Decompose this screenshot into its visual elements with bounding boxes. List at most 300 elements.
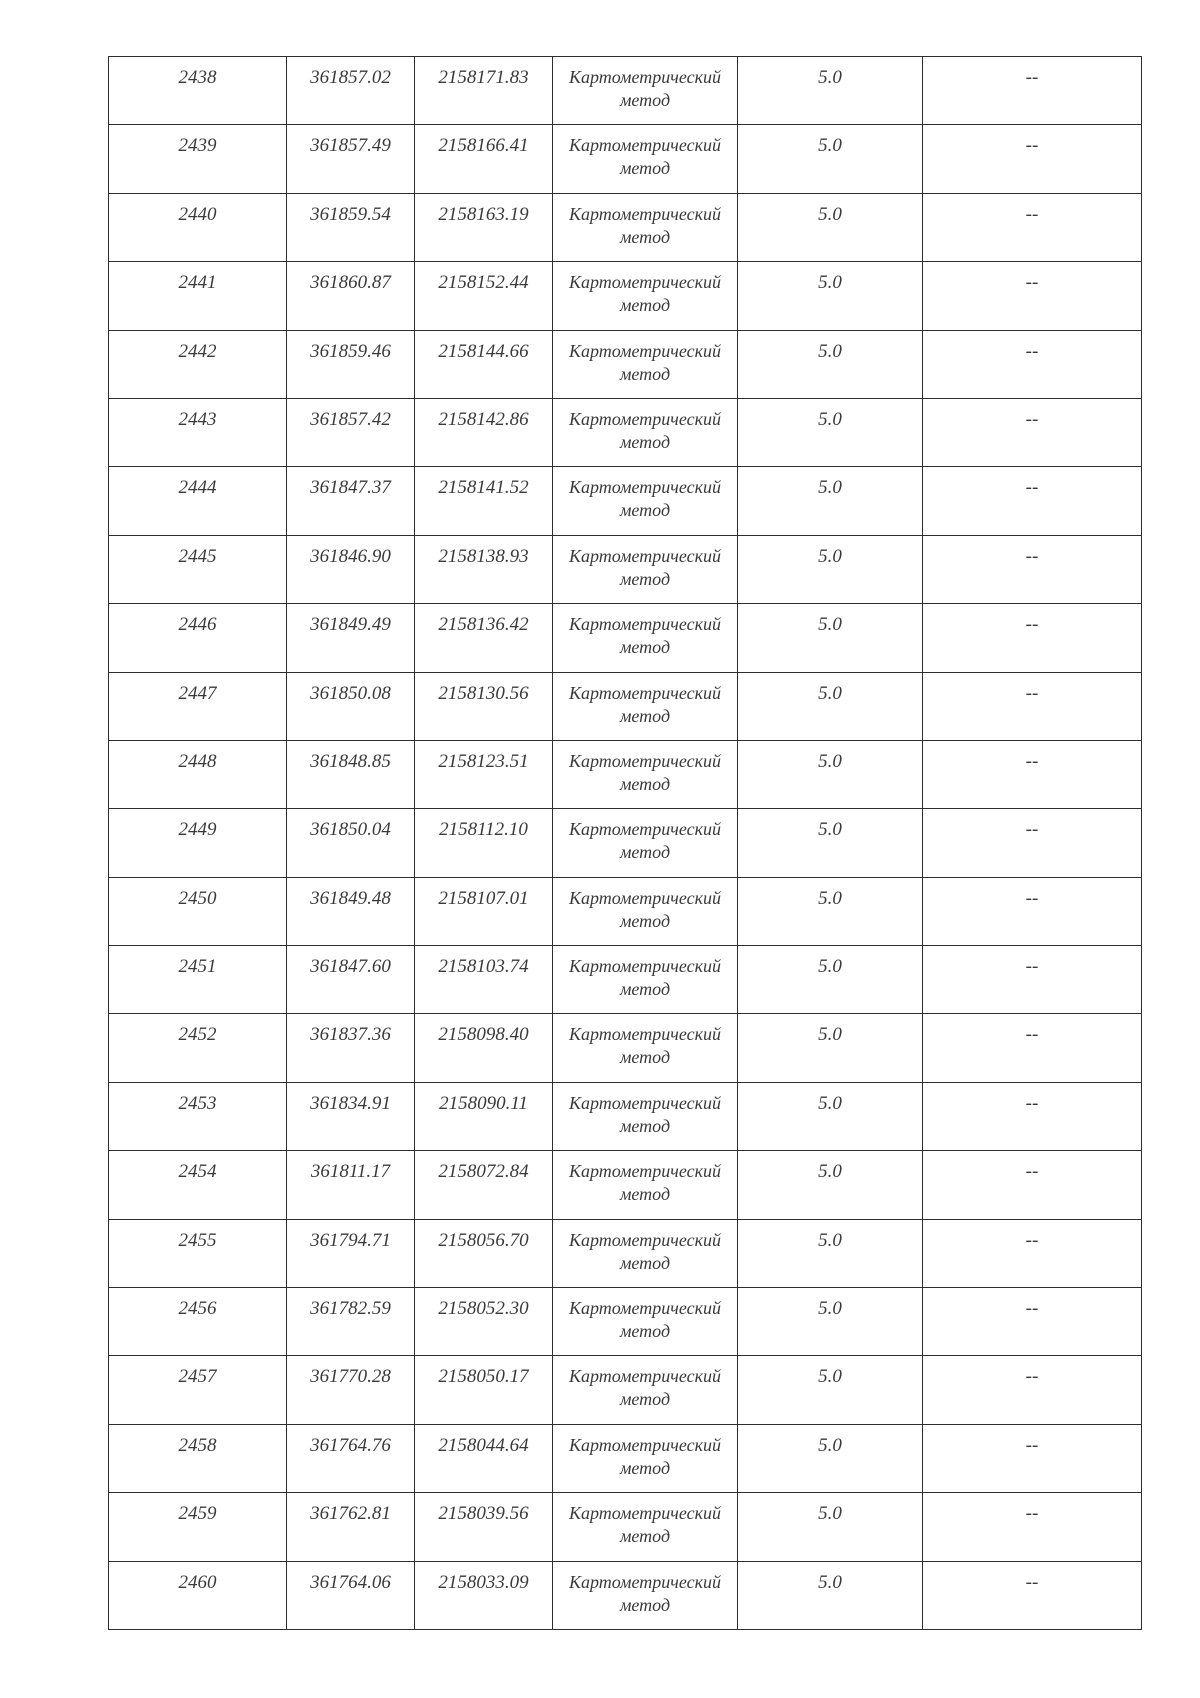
coordinate-y-cell	[415, 1014, 553, 1082]
coordinate-y-cell-text: 2158136.42	[438, 614, 529, 636]
coordinate-x-cell-text: 361837.36	[310, 1024, 391, 1046]
point-number-cell-text: 2447	[178, 682, 217, 704]
coordinate-x-cell	[287, 1219, 415, 1287]
coordinate-y-cell-text: 2158090.11	[439, 1092, 528, 1114]
coordinate-y-cell-text: 2158044.64	[438, 1434, 529, 1456]
method-cell	[553, 946, 738, 1014]
coordinate-x-cell-text: 361859.46	[310, 340, 391, 362]
coordinate-x-cell	[287, 125, 415, 193]
method-line-2: метод	[619, 431, 671, 452]
coordinate-x-cell	[287, 1493, 415, 1561]
method-line-2: метод	[619, 910, 671, 931]
description-cell-text: --	[1025, 1366, 1039, 1388]
accuracy-cell	[738, 1561, 923, 1629]
coordinate-x-cell	[287, 946, 415, 1014]
coordinate-x-cell-text: 361849.49	[310, 614, 391, 636]
accuracy-cell-text: 5.0	[818, 1366, 842, 1388]
accuracy-cell-text: 5.0	[818, 1298, 842, 1320]
point-number-cell-text: 2454	[178, 1161, 217, 1183]
coordinate-x-cell-text: 361850.04	[310, 819, 391, 841]
point-number-cell	[109, 1151, 287, 1219]
point-number-cell-text: 2460	[178, 1571, 217, 1593]
method-line-2: метод	[619, 1184, 671, 1205]
method-cell-text	[553, 399, 737, 454]
coordinates-table	[108, 56, 1142, 1630]
method-line-2: метод	[619, 979, 671, 1000]
method-line-2: метод	[619, 500, 671, 521]
method-line-1: Картометрический	[568, 1024, 721, 1045]
description-cell	[923, 740, 1142, 808]
accuracy-cell	[738, 330, 923, 398]
coordinate-x-cell-text: 361770.28	[310, 1366, 391, 1388]
point-number-cell-text: 2438	[178, 67, 217, 88]
method-line-1: Картометрический	[568, 1503, 721, 1524]
coordinate-x-cell	[287, 467, 415, 535]
method-line-2: метод	[619, 842, 671, 863]
accuracy-cell	[738, 262, 923, 330]
method-cell	[553, 809, 738, 877]
table-row	[109, 1219, 1142, 1287]
method-cell	[553, 398, 738, 466]
method-line-1: Картометрический	[568, 1366, 721, 1387]
method-cell	[553, 877, 738, 945]
accuracy-cell-text: 5.0	[818, 1503, 842, 1525]
description-cell	[923, 1288, 1142, 1356]
table-row	[109, 946, 1142, 1014]
coordinate-x-cell-text: 361794.71	[310, 1229, 391, 1251]
method-cell-text	[553, 467, 737, 522]
description-cell-text: --	[1025, 203, 1039, 225]
accuracy-cell	[738, 398, 923, 466]
coordinate-y-cell	[415, 1082, 553, 1150]
coordinate-x-cell	[287, 1288, 415, 1356]
point-number-cell	[109, 946, 287, 1014]
method-cell	[553, 57, 738, 125]
method-cell	[553, 740, 738, 808]
description-cell	[923, 1219, 1142, 1287]
method-line-1: Картометрический	[568, 750, 721, 771]
accuracy-cell	[738, 1493, 923, 1561]
coordinate-y-cell-text: 2158098.40	[438, 1024, 529, 1046]
coordinate-y-cell-text: 2158050.17	[438, 1366, 529, 1388]
accuracy-cell	[738, 467, 923, 535]
table-row	[109, 193, 1142, 261]
coordinate-x-cell	[287, 535, 415, 603]
method-cell	[553, 1424, 738, 1492]
description-cell-text: --	[1025, 340, 1039, 362]
point-number-cell	[109, 809, 287, 877]
coordinate-y-cell-text: 2158163.19	[438, 203, 529, 225]
coordinate-x-cell-text: 361860.87	[310, 272, 391, 294]
accuracy-cell-text: 5.0	[818, 203, 842, 225]
coordinate-y-cell	[415, 1288, 553, 1356]
table-row	[109, 809, 1142, 877]
point-number-cell	[109, 672, 287, 740]
point-number-cell-text: 2440	[178, 203, 217, 225]
method-cell	[553, 262, 738, 330]
accuracy-cell	[738, 1151, 923, 1219]
description-cell	[923, 1424, 1142, 1492]
point-number-cell-text: 2443	[178, 408, 217, 430]
point-number-cell	[109, 1424, 287, 1492]
coordinate-y-cell	[415, 1493, 553, 1561]
method-cell	[553, 1356, 738, 1424]
table-row	[109, 535, 1142, 603]
accuracy-cell-text: 5.0	[818, 477, 842, 499]
method-line-1: Картометрический	[568, 477, 721, 498]
coordinates-table-body	[109, 57, 1142, 1630]
table-row	[109, 1151, 1142, 1219]
description-cell	[923, 1014, 1142, 1082]
coordinate-y-cell-text: 2158152.44	[438, 272, 529, 294]
coordinate-y-cell	[415, 946, 553, 1014]
description-cell-text: --	[1025, 887, 1039, 909]
method-line-1: Картометрический	[568, 1161, 721, 1182]
point-number-cell	[109, 1082, 287, 1150]
coordinate-x-cell	[287, 740, 415, 808]
method-line-2: метод	[619, 1252, 671, 1273]
method-line-2: метод	[619, 568, 671, 589]
point-number-cell	[109, 1288, 287, 1356]
method-line-1: Картометрический	[568, 956, 721, 977]
coordinate-x-cell-text: 361857.49	[310, 135, 391, 157]
coordinate-y-cell	[415, 1151, 553, 1219]
method-line-2: метод	[619, 773, 671, 794]
method-cell-text	[553, 741, 737, 796]
coordinate-y-cell-text: 2158142.86	[438, 408, 529, 430]
table-row	[109, 1082, 1142, 1150]
point-number-cell-text: 2459	[178, 1503, 217, 1525]
description-cell-text: --	[1025, 477, 1039, 499]
table-row	[109, 57, 1142, 125]
description-cell-text: --	[1025, 1571, 1039, 1593]
point-number-cell-text: 2452	[178, 1024, 217, 1046]
coordinate-y-cell	[415, 809, 553, 877]
description-cell	[923, 57, 1142, 125]
coordinate-y-cell-text: 2158103.74	[438, 956, 529, 978]
method-cell	[553, 1288, 738, 1356]
coordinate-y-cell-text: 2158138.93	[438, 545, 529, 567]
method-line-2: метод	[619, 1047, 671, 1068]
method-line-1: Картометрический	[568, 67, 721, 87]
description-cell-text: --	[1025, 1434, 1039, 1456]
method-cell-text	[553, 1493, 737, 1548]
description-cell-text: --	[1025, 408, 1039, 430]
description-cell	[923, 535, 1142, 603]
point-number-cell-text: 2449	[178, 819, 217, 841]
description-cell-text: --	[1025, 1024, 1039, 1046]
method-cell-text	[553, 1562, 737, 1617]
description-cell-text: --	[1025, 819, 1039, 841]
table-row	[109, 467, 1142, 535]
description-cell	[923, 1151, 1142, 1219]
accuracy-cell	[738, 1082, 923, 1150]
point-number-cell	[109, 604, 287, 672]
coordinate-x-cell	[287, 193, 415, 261]
point-number-cell	[109, 193, 287, 261]
description-cell	[923, 330, 1142, 398]
coordinate-x-cell-text: 361847.60	[310, 956, 391, 978]
point-number-cell	[109, 740, 287, 808]
coordinate-x-cell-text: 361859.54	[310, 203, 391, 225]
description-cell	[923, 1082, 1142, 1150]
accuracy-cell-text: 5.0	[818, 1571, 842, 1593]
table-row	[109, 262, 1142, 330]
point-number-cell-text: 2444	[178, 477, 217, 499]
point-number-cell-text: 2446	[178, 614, 217, 636]
description-cell	[923, 193, 1142, 261]
method-cell	[553, 125, 738, 193]
method-line-2: метод	[619, 295, 671, 316]
method-cell	[553, 467, 738, 535]
table-row	[109, 125, 1142, 193]
point-number-cell-text: 2450	[178, 887, 217, 909]
method-line-1: Картометрический	[568, 682, 721, 703]
coordinate-y-cell	[415, 877, 553, 945]
method-line-1: Картометрический	[568, 545, 721, 566]
accuracy-cell-text: 5.0	[818, 408, 842, 430]
method-line-1: Картометрический	[568, 1571, 721, 1592]
coordinate-y-cell	[415, 604, 553, 672]
point-number-cell	[109, 125, 287, 193]
method-line-1: Картометрический	[568, 1434, 721, 1455]
description-cell-text: --	[1025, 614, 1039, 636]
coordinate-y-cell-text: 2158056.70	[438, 1229, 529, 1251]
point-number-cell	[109, 57, 287, 125]
description-cell	[923, 1356, 1142, 1424]
table-row	[109, 672, 1142, 740]
method-cell-text	[553, 1288, 737, 1343]
method-cell-text	[553, 57, 737, 112]
method-line-1: Картометрический	[568, 819, 721, 840]
method-cell	[553, 535, 738, 603]
point-number-cell-text: 2455	[178, 1229, 217, 1251]
coordinate-y-cell	[415, 1561, 553, 1629]
accuracy-cell-text: 5.0	[818, 819, 842, 841]
coordinate-y-cell-text: 2158039.56	[438, 1503, 529, 1525]
description-cell-text: --	[1025, 1503, 1039, 1525]
table-row	[109, 1014, 1142, 1082]
method-line-1: Картометрический	[568, 1092, 721, 1113]
accuracy-cell-text: 5.0	[818, 1161, 842, 1183]
coordinate-y-cell	[415, 535, 553, 603]
coordinate-x-cell-text: 361848.85	[310, 750, 391, 772]
method-line-2: метод	[619, 1321, 671, 1342]
accuracy-cell-text: 5.0	[818, 135, 842, 157]
point-number-cell-text: 2445	[178, 545, 217, 567]
table-row	[109, 1288, 1142, 1356]
table-row	[109, 1493, 1142, 1561]
description-cell-text: --	[1025, 750, 1039, 772]
accuracy-cell	[738, 535, 923, 603]
coordinate-y-cell-text: 2158112.10	[439, 819, 528, 841]
accuracy-cell-text: 5.0	[818, 956, 842, 978]
accuracy-cell-text: 5.0	[818, 1092, 842, 1114]
accuracy-cell	[738, 740, 923, 808]
method-cell	[553, 1561, 738, 1629]
method-cell	[553, 604, 738, 672]
method-cell	[553, 672, 738, 740]
description-cell-text: --	[1025, 67, 1039, 88]
table-row	[109, 877, 1142, 945]
coordinate-y-cell-text: 2158107.01	[438, 887, 529, 909]
point-number-cell	[109, 398, 287, 466]
accuracy-cell	[738, 125, 923, 193]
accuracy-cell	[738, 809, 923, 877]
coordinate-x-cell	[287, 1014, 415, 1082]
coordinate-x-cell-text: 361850.08	[310, 682, 391, 704]
method-line-1: Картометрический	[568, 203, 721, 224]
coordinate-x-cell	[287, 330, 415, 398]
point-number-cell	[109, 1356, 287, 1424]
accuracy-cell-text: 5.0	[818, 887, 842, 909]
coordinate-y-cell-text: 2158171.83	[438, 67, 529, 88]
point-number-cell-text: 2441	[178, 272, 217, 294]
method-cell-text	[553, 1356, 737, 1411]
method-line-1: Картометрический	[568, 1298, 721, 1319]
coordinate-x-cell	[287, 1356, 415, 1424]
accuracy-cell-text: 5.0	[818, 1229, 842, 1251]
method-cell	[553, 330, 738, 398]
coordinate-x-cell	[287, 1082, 415, 1150]
accuracy-cell	[738, 1356, 923, 1424]
coordinate-y-cell-text: 2158072.84	[438, 1161, 529, 1183]
table-row	[109, 330, 1142, 398]
coordinate-x-cell-text: 361849.48	[310, 887, 391, 909]
coordinate-y-cell-text: 2158144.66	[438, 340, 529, 362]
method-line-2: метод	[619, 363, 671, 384]
method-line-1: Картометрический	[568, 340, 721, 361]
coordinate-y-cell	[415, 1424, 553, 1492]
coordinate-y-cell-text: 2158141.52	[438, 477, 529, 499]
accuracy-cell	[738, 1288, 923, 1356]
method-line-1: Картометрический	[568, 614, 721, 635]
method-cell-text	[553, 673, 737, 728]
table-row	[109, 1561, 1142, 1629]
method-line-2: метод	[619, 1389, 671, 1410]
accuracy-cell-text: 5.0	[818, 67, 842, 88]
coordinate-x-cell-text: 361857.02	[310, 67, 391, 88]
point-number-cell-text: 2453	[178, 1092, 217, 1114]
description-cell	[923, 1493, 1142, 1561]
accuracy-cell	[738, 1424, 923, 1492]
accuracy-cell	[738, 57, 923, 125]
point-number-cell-text: 2451	[178, 956, 217, 978]
description-cell	[923, 262, 1142, 330]
coordinate-y-cell-text: 2158033.09	[438, 1571, 529, 1593]
method-cell-text	[553, 194, 737, 249]
description-cell	[923, 672, 1142, 740]
point-number-cell-text: 2458	[178, 1434, 217, 1456]
coordinate-y-cell-text: 2158123.51	[438, 750, 529, 772]
coordinate-y-cell	[415, 740, 553, 808]
description-cell-text: --	[1025, 682, 1039, 704]
description-cell-text: --	[1025, 1161, 1039, 1183]
coordinate-x-cell-text: 361834.91	[310, 1092, 391, 1114]
coordinate-x-cell-text: 361846.90	[310, 545, 391, 567]
method-line-2: метод	[619, 1457, 671, 1478]
point-number-cell-text: 2448	[178, 750, 217, 772]
description-cell	[923, 125, 1142, 193]
description-cell	[923, 398, 1142, 466]
method-cell	[553, 1219, 738, 1287]
method-line-2: метод	[619, 1526, 671, 1547]
coordinate-x-cell	[287, 398, 415, 466]
coordinate-x-cell	[287, 877, 415, 945]
coordinate-y-cell	[415, 330, 553, 398]
method-cell	[553, 193, 738, 261]
coordinate-x-cell	[287, 809, 415, 877]
method-line-1: Картометрический	[568, 408, 721, 429]
coordinate-y-cell	[415, 398, 553, 466]
accuracy-cell-text: 5.0	[818, 682, 842, 704]
table-row	[109, 1424, 1142, 1492]
coordinate-x-cell-text: 361857.42	[310, 408, 391, 430]
point-number-cell	[109, 1493, 287, 1561]
description-cell-text: --	[1025, 1298, 1039, 1320]
accuracy-cell-text: 5.0	[818, 614, 842, 636]
description-cell-text: --	[1025, 135, 1039, 157]
coordinate-x-cell	[287, 604, 415, 672]
description-cell	[923, 467, 1142, 535]
coordinate-x-cell-text: 361762.81	[310, 1503, 391, 1525]
accuracy-cell	[738, 946, 923, 1014]
method-line-1: Картометрический	[568, 272, 721, 293]
accuracy-cell-text: 5.0	[818, 340, 842, 362]
coordinate-y-cell	[415, 193, 553, 261]
coordinate-y-cell	[415, 467, 553, 535]
method-line-1: Картометрический	[568, 135, 721, 156]
method-cell-text	[553, 1151, 737, 1206]
method-line-2: метод	[619, 90, 671, 110]
method-line-2: метод	[619, 705, 671, 726]
method-line-2: метод	[619, 1115, 671, 1136]
accuracy-cell	[738, 604, 923, 672]
description-cell	[923, 946, 1142, 1014]
coordinate-x-cell-text: 361782.59	[310, 1298, 391, 1320]
table-row	[109, 1356, 1142, 1424]
point-number-cell	[109, 467, 287, 535]
coordinate-x-cell	[287, 1424, 415, 1492]
method-line-2: метод	[619, 226, 671, 247]
point-number-cell	[109, 877, 287, 945]
table-row	[109, 740, 1142, 808]
coordinate-y-cell	[415, 672, 553, 740]
description-cell-text: --	[1025, 1229, 1039, 1251]
description-cell-text: --	[1025, 1092, 1039, 1114]
point-number-cell	[109, 535, 287, 603]
point-number-cell	[109, 262, 287, 330]
method-cell-text	[553, 125, 737, 180]
point-number-cell	[109, 1561, 287, 1629]
point-number-cell-text: 2439	[178, 135, 217, 157]
method-line-1: Картометрический	[568, 1229, 721, 1250]
description-cell	[923, 877, 1142, 945]
method-cell-text	[553, 604, 737, 659]
coordinate-x-cell-text: 361847.37	[310, 477, 391, 499]
coordinate-y-cell-text: 2158166.41	[438, 135, 529, 157]
method-line-2: метод	[619, 158, 671, 179]
method-line-1: Картометрический	[568, 887, 721, 908]
accuracy-cell	[738, 1219, 923, 1287]
coordinate-x-cell-text: 361811.17	[310, 1161, 391, 1183]
point-number-cell-text: 2442	[178, 340, 217, 362]
accuracy-cell	[738, 672, 923, 740]
point-number-cell-text: 2457	[178, 1366, 217, 1388]
method-cell-text	[553, 809, 737, 864]
point-number-cell-text: 2456	[178, 1298, 217, 1320]
point-number-cell	[109, 330, 287, 398]
